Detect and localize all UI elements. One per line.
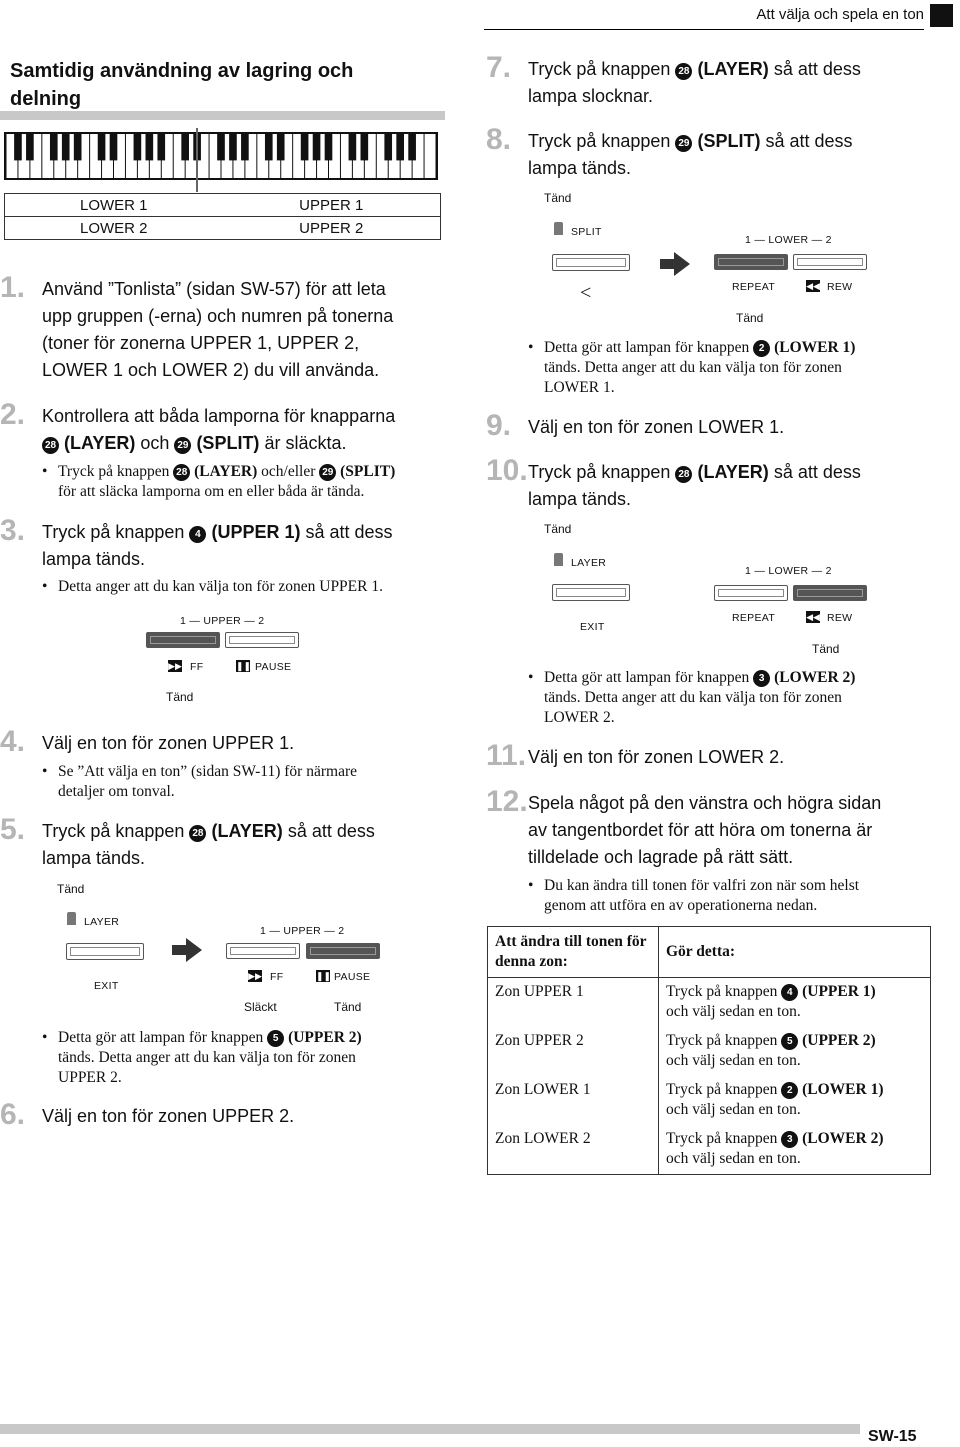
step-line bbox=[528, 128, 938, 155]
step-number: 1. bbox=[0, 271, 26, 304]
text: Tryck på knappen bbox=[42, 821, 185, 841]
step-line: LOWER 1 och LOWER 2) du vill använda. bbox=[42, 360, 380, 380]
step-text bbox=[528, 790, 938, 871]
lower-scale-label: 1 — LOWER — 2 bbox=[745, 234, 832, 246]
button-label: (SPLIT) bbox=[340, 463, 396, 480]
zone-table bbox=[4, 193, 441, 240]
split-button-icon: 29 bbox=[174, 437, 191, 454]
text: Detta gör att lampan för knappen bbox=[544, 339, 750, 356]
lower2-key-lit bbox=[793, 585, 867, 601]
button-label: (LOWER 2) bbox=[802, 1130, 884, 1147]
button-label: (LAYER) bbox=[697, 59, 769, 79]
text: LOWER 2. bbox=[544, 709, 615, 726]
lower-scale-label: 1 — LOWER — 2 bbox=[745, 565, 832, 577]
button-label: (SPLIT) bbox=[697, 131, 761, 151]
step-8 bbox=[486, 123, 936, 184]
black-key bbox=[14, 134, 22, 160]
layer-button-icon: 28 bbox=[42, 437, 59, 454]
step-line bbox=[42, 818, 462, 845]
table-cell: Zon LOWER 1 bbox=[488, 1076, 659, 1125]
upper2-key bbox=[225, 632, 299, 648]
black-key bbox=[26, 134, 34, 160]
button-label: (LAYER) bbox=[194, 463, 258, 480]
pause-icon: ❚❚ bbox=[236, 661, 252, 671]
rew-label: REW bbox=[827, 281, 853, 293]
table-cell bbox=[659, 1076, 931, 1125]
text: detaljer om tonval. bbox=[58, 783, 175, 800]
button-label: (LOWER 2) bbox=[774, 669, 856, 686]
black-key bbox=[301, 134, 309, 160]
black-key bbox=[98, 134, 106, 160]
black-key bbox=[181, 134, 189, 160]
layer-label: LAYER bbox=[571, 557, 607, 569]
split-key bbox=[552, 254, 630, 271]
text: LOWER 1. bbox=[544, 379, 615, 396]
zone-cell: LOWER 1 bbox=[5, 194, 223, 217]
step-line: av tangentbordet för att höra om tonerna är bbox=[528, 820, 873, 840]
ff-label: FF bbox=[270, 971, 284, 983]
button-label: (UPPER 2) bbox=[802, 1032, 876, 1049]
text: Tryck på knappen bbox=[666, 1081, 778, 1098]
button-label: (SPLIT) bbox=[196, 433, 260, 453]
zone-change-table bbox=[487, 926, 931, 1175]
black-key bbox=[134, 134, 142, 160]
zone-row bbox=[5, 194, 441, 217]
ff-icon: ▶▶ bbox=[168, 661, 182, 671]
step-line bbox=[528, 56, 938, 83]
step-text bbox=[42, 818, 462, 872]
layer-button-icon: 28 bbox=[675, 63, 692, 80]
step-4-bullet bbox=[42, 762, 478, 802]
split-point-marker bbox=[196, 128, 198, 192]
step-2 bbox=[0, 398, 460, 459]
table-header-row bbox=[488, 927, 931, 978]
step-line: Kontrollera att båda lamporna för knapparna bbox=[42, 406, 396, 426]
black-key bbox=[241, 134, 249, 160]
step-line bbox=[528, 459, 938, 486]
black-key bbox=[325, 134, 333, 160]
split-label: SPLIT bbox=[571, 226, 602, 238]
step-number: 11. bbox=[486, 739, 527, 772]
split-led bbox=[554, 222, 563, 235]
text: Tryck på knappen bbox=[666, 983, 778, 1000]
zone-cell: UPPER 1 bbox=[223, 194, 441, 217]
text: och bbox=[140, 433, 170, 453]
ff-icon: ▶▶ bbox=[248, 971, 262, 981]
lit-label: Tänd bbox=[544, 522, 572, 536]
lower1-button-icon: 2 bbox=[753, 340, 770, 357]
repeat-label: REPEAT bbox=[732, 281, 776, 293]
step-text bbox=[42, 403, 462, 457]
less-than-mark: < bbox=[580, 282, 592, 304]
step-number: 4. bbox=[0, 725, 26, 758]
lit-label: Tänd bbox=[736, 311, 764, 325]
text: för att släcka lamporna om en eller båda är tända. bbox=[58, 483, 365, 500]
step-line: Spela något på den vänstra och högra sidan bbox=[528, 793, 882, 813]
step-1 bbox=[0, 271, 460, 386]
button-label: (LOWER 1) bbox=[802, 1081, 884, 1098]
step-number: 5. bbox=[0, 813, 26, 846]
lower2-button-icon: 3 bbox=[781, 1131, 798, 1148]
step-line bbox=[42, 430, 462, 457]
step-number: 7. bbox=[486, 51, 512, 84]
step-line: lampa tänds. bbox=[42, 549, 146, 569]
lit-label: Tänd bbox=[166, 690, 194, 704]
step-line: lampa slocknar. bbox=[528, 86, 654, 106]
page-number: SW-15 bbox=[868, 1428, 917, 1445]
step-line bbox=[42, 519, 462, 546]
step-text bbox=[528, 459, 938, 513]
lower2-button-icon: 3 bbox=[753, 670, 770, 687]
pause-label: PAUSE bbox=[334, 971, 371, 983]
layer-led bbox=[67, 912, 76, 925]
split-button-icon: 29 bbox=[319, 464, 336, 481]
upper1-button-icon: 4 bbox=[781, 984, 798, 1001]
button-label: (UPPER 1) bbox=[802, 983, 876, 1000]
lower1-button-icon: 2 bbox=[781, 1082, 798, 1099]
button-label: (LOWER 1) bbox=[774, 339, 856, 356]
text: och välj sedan en ton. bbox=[666, 1150, 801, 1167]
table-row bbox=[488, 1027, 931, 1076]
step-text: Välj en ton för zonen LOWER 1. bbox=[528, 417, 785, 437]
layer-label: LAYER bbox=[84, 916, 120, 928]
step-number: 6. bbox=[0, 1098, 26, 1131]
text: och/eller bbox=[261, 463, 316, 480]
text: så att dess bbox=[773, 462, 861, 482]
text: så att dess bbox=[773, 59, 861, 79]
unlit-label: Släckt bbox=[244, 1000, 277, 1014]
step-8-bullet bbox=[528, 338, 944, 398]
text: Tryck på knappen bbox=[666, 1032, 778, 1049]
step-line: (toner för zonerna UPPER 1, UPPER 2, bbox=[42, 333, 360, 353]
step-6 bbox=[0, 1098, 460, 1131]
upper2-key-lit bbox=[306, 943, 380, 959]
step-number: 2. bbox=[0, 398, 26, 431]
text: Se ”Att välja en ton” (sidan SW-11) för närmare bbox=[58, 763, 357, 780]
step-line: tilldelade och lagrade på rätt sätt. bbox=[528, 847, 794, 867]
step-number: 10. bbox=[486, 454, 528, 487]
exit-label: EXIT bbox=[580, 621, 605, 633]
step-text: Välj en ton för zonen UPPER 1. bbox=[42, 733, 295, 753]
layer-button-icon: 28 bbox=[189, 825, 206, 842]
rew-label: REW bbox=[827, 612, 853, 624]
text: Du kan ändra till tonen för valfri zon när som helst bbox=[544, 877, 860, 894]
layer-button-icon: 28 bbox=[173, 464, 190, 481]
upper2-button-icon: 5 bbox=[267, 1030, 284, 1047]
ff-label: FF bbox=[190, 661, 204, 673]
header-rule bbox=[484, 29, 924, 30]
step-line: upp gruppen (-erna) och numren på tonerna bbox=[42, 306, 394, 326]
step-text bbox=[528, 128, 938, 182]
step-3-bullet: • Detta anger att du kan välja ton för zonen UPPER 1. bbox=[42, 577, 478, 597]
black-key bbox=[74, 134, 82, 160]
step-10 bbox=[486, 454, 936, 515]
black-key bbox=[265, 134, 273, 160]
step-text: Välj en ton för zonen LOWER 2. bbox=[528, 747, 785, 767]
split-button-icon: 29 bbox=[675, 135, 692, 152]
text: så att dess bbox=[305, 522, 393, 542]
black-key bbox=[157, 134, 165, 160]
table-header: Att ändra till tonen för denna zon: bbox=[488, 927, 659, 978]
step-number: 8. bbox=[486, 123, 512, 156]
arrow-right-icon bbox=[674, 252, 690, 276]
text: Tryck på knappen bbox=[666, 1130, 778, 1147]
step-9 bbox=[486, 409, 936, 442]
text: så att dess bbox=[765, 131, 853, 151]
text: UPPER 2. bbox=[58, 1069, 122, 1086]
step-5-bullet bbox=[42, 1028, 478, 1088]
step-12-bullet bbox=[528, 876, 944, 916]
exit-label: EXIT bbox=[94, 980, 119, 992]
table-cell bbox=[659, 1027, 931, 1076]
upper1-button-icon: 4 bbox=[189, 526, 206, 543]
text: Tryck på knappen bbox=[528, 131, 671, 151]
text: tänds. Detta anger att du kan välja ton för zonen bbox=[58, 1049, 356, 1066]
step-text bbox=[42, 519, 462, 573]
step-5 bbox=[0, 813, 460, 874]
zone-cell: UPPER 2 bbox=[299, 219, 364, 237]
step-11 bbox=[486, 739, 936, 772]
lit-label: Tänd bbox=[812, 642, 840, 656]
black-key bbox=[229, 134, 237, 160]
button-label: (UPPER 1) bbox=[211, 522, 301, 542]
keyboard-diagram bbox=[4, 132, 438, 180]
text: tänds. Detta anger att du kan välja ton för zonen bbox=[544, 359, 842, 376]
keyboard-keys bbox=[6, 134, 436, 178]
zone-row bbox=[5, 217, 441, 240]
rewind-icon: ◀◀ bbox=[806, 281, 820, 291]
table-cell: Zon LOWER 2 bbox=[488, 1125, 659, 1175]
text: Tryck på knappen bbox=[58, 463, 170, 480]
black-key bbox=[146, 134, 154, 160]
black-key bbox=[110, 134, 118, 160]
section-heading: Samtidig användning av lagring och delning bbox=[10, 60, 354, 110]
upper1-key bbox=[226, 943, 300, 959]
table-cell: Zon UPPER 1 bbox=[488, 978, 659, 1028]
upper-scale-label: 1 — UPPER — 2 bbox=[180, 615, 265, 627]
lower1-key-lit bbox=[714, 254, 788, 270]
step-line: lampa tänds. bbox=[42, 848, 146, 868]
text: och välj sedan en ton. bbox=[666, 1052, 801, 1069]
text: genom att utföra en av operationerna nedan. bbox=[544, 897, 818, 914]
repeat-label: REPEAT bbox=[732, 612, 776, 624]
step-3 bbox=[0, 514, 460, 575]
text: så att dess bbox=[287, 821, 375, 841]
layer-key bbox=[66, 943, 144, 960]
black-key bbox=[313, 134, 321, 160]
table-cell: Zon UPPER 2 bbox=[488, 1027, 659, 1076]
step-10-bullet bbox=[528, 668, 944, 728]
pause-icon: ❚❚ bbox=[316, 971, 332, 981]
table-header: Gör detta: bbox=[659, 927, 931, 978]
footer-bar bbox=[0, 1424, 860, 1434]
step-line: lampa tänds. bbox=[528, 489, 632, 509]
black-key bbox=[361, 134, 369, 160]
step-text bbox=[42, 276, 393, 384]
black-key bbox=[384, 134, 392, 160]
upper-scale-label: 1 — UPPER — 2 bbox=[260, 925, 345, 937]
button-label: (LAYER) bbox=[211, 821, 283, 841]
black-key bbox=[62, 134, 70, 160]
layer-key bbox=[552, 584, 630, 601]
step-number: 12. bbox=[486, 785, 528, 818]
lit-label: Tänd bbox=[334, 1000, 362, 1014]
black-key bbox=[217, 134, 225, 160]
black-key bbox=[396, 134, 404, 160]
upper2-button-icon: 5 bbox=[781, 1033, 798, 1050]
arrow-right-icon bbox=[186, 938, 202, 962]
text: tänds. Detta anger att du kan välja ton för zonen bbox=[544, 689, 842, 706]
step-12 bbox=[486, 785, 936, 874]
step-4 bbox=[0, 725, 460, 758]
text: Tryck på knappen bbox=[42, 522, 185, 542]
text: och välj sedan en ton. bbox=[666, 1003, 801, 1020]
text: Detta gör att lampan för knappen bbox=[544, 669, 750, 686]
text: och välj sedan en ton. bbox=[666, 1101, 801, 1118]
black-key bbox=[277, 134, 285, 160]
table-row bbox=[488, 978, 931, 1028]
lit-label: Tänd bbox=[57, 882, 85, 896]
black-key bbox=[349, 134, 357, 160]
black-key bbox=[408, 134, 416, 160]
layer-button-icon: 28 bbox=[675, 466, 692, 483]
upper1-key-lit bbox=[146, 632, 220, 648]
black-key bbox=[50, 134, 58, 160]
button-label: (LAYER) bbox=[64, 433, 136, 453]
step-number: 3. bbox=[0, 514, 26, 547]
table-cell bbox=[659, 1125, 931, 1175]
table-cell bbox=[659, 978, 931, 1028]
zone-cell: LOWER 2 bbox=[79, 219, 148, 237]
text: är släckta. bbox=[264, 433, 347, 453]
running-header: Att välja och spela en ton bbox=[756, 6, 924, 23]
text: Detta gör att lampan för knappen bbox=[58, 1029, 264, 1046]
step-text: Välj en ton för zonen UPPER 2. bbox=[42, 1106, 295, 1126]
lit-label: Tänd bbox=[544, 191, 572, 205]
header-marker bbox=[930, 4, 953, 27]
step-number: 9. bbox=[486, 409, 512, 442]
text: Tryck på knappen bbox=[528, 59, 671, 79]
button-label: (UPPER 2) bbox=[288, 1029, 362, 1046]
lower1-key bbox=[714, 585, 788, 601]
step-2-bullet bbox=[42, 462, 478, 502]
step-line: lampa tänds. bbox=[528, 158, 632, 178]
lower2-key bbox=[793, 254, 867, 270]
heading-bar bbox=[0, 111, 445, 120]
table-row bbox=[488, 1076, 931, 1125]
table-row bbox=[488, 1125, 931, 1175]
text: Tryck på knappen bbox=[528, 462, 671, 482]
rewind-icon: ◀◀ bbox=[806, 612, 820, 622]
step-7 bbox=[486, 51, 936, 112]
button-label: (LAYER) bbox=[697, 462, 769, 482]
step-text bbox=[528, 56, 938, 110]
step-line: Använd ”Tonlista” (sidan SW-57) för att leta bbox=[42, 279, 386, 299]
layer-led bbox=[554, 553, 563, 566]
pause-label: PAUSE bbox=[255, 661, 292, 673]
